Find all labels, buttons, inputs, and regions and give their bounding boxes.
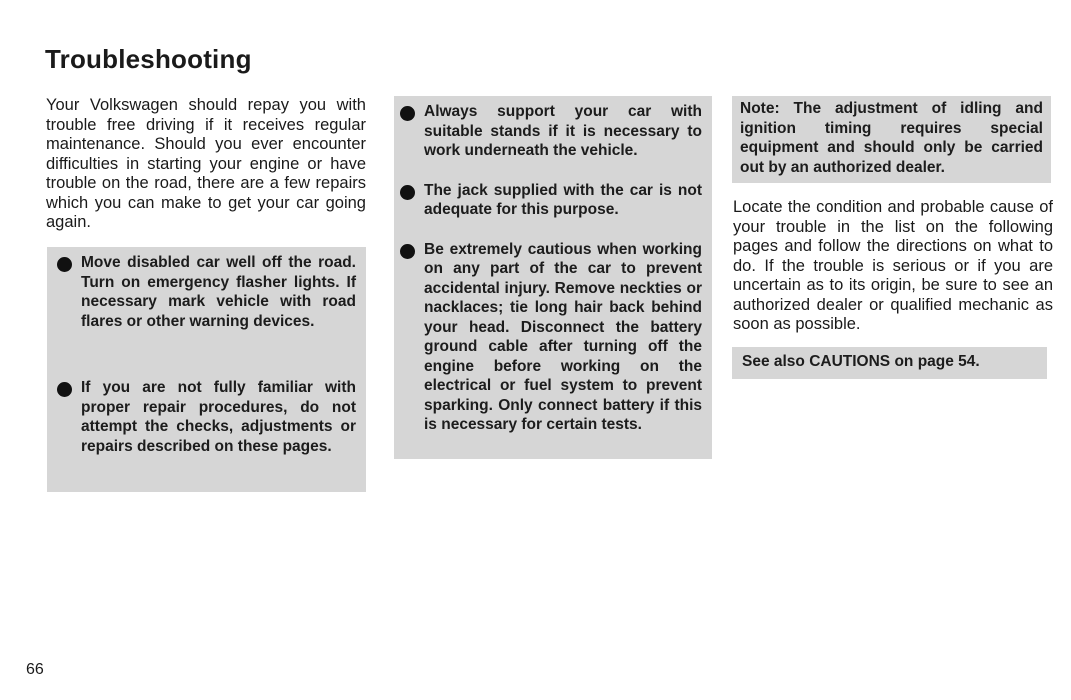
locate-paragraph: Locate the condition and probable cause of your trouble in the list on the following pages and follow the directions on what to do. If the trouble is serious or if you are uncertain as to its origin, be sure to see an authorized dealer or qualified mechanic as soon as possible. xyxy=(733,198,1053,333)
warning-item xyxy=(57,253,356,331)
warning-text: Always support your car with suitable stands if it is necessary to work underneath the vehicle. xyxy=(424,103,702,159)
bullet-icon xyxy=(57,257,72,272)
warning-item xyxy=(400,102,702,161)
note-box xyxy=(732,96,1051,183)
bullet-icon xyxy=(400,185,415,200)
bullet-icon xyxy=(400,106,415,121)
warning-box-1 xyxy=(47,247,366,492)
see-also-text: See also CAUTIONS on page 54. xyxy=(742,353,980,370)
warning-box-2 xyxy=(394,96,712,459)
see-also-box xyxy=(732,347,1047,379)
warning-item xyxy=(57,378,356,456)
bullet-icon xyxy=(400,244,415,259)
page-title: Troubleshooting xyxy=(45,44,252,74)
warning-text: If you are not fully familiar with proper repair procedures, do not attempt the checks, adjustments or repairs described on these pages. xyxy=(81,379,356,455)
bullet-icon xyxy=(57,382,72,397)
warning-text: Move disabled car well off the road. Turn on emergency flasher lights. If necessary mark vehicle with road flares or other warning devices. xyxy=(81,254,356,330)
page-number: 66 xyxy=(26,661,44,678)
warning-item xyxy=(400,240,702,435)
intro-paragraph: Your Volkswagen should repay you with trouble free driving if it receives regular maintenance. Should you ever encounter difficulties in starting your engine or have trouble on the road, there are a few repairs which you can make to get your car going again. xyxy=(46,96,366,231)
warning-text: The jack supplied with the car is not adequate for this purpose. xyxy=(424,181,702,218)
note-text: Note: The adjustment of idling and ignition timing requires special equipment and should only be carried out by an authorized dealer. xyxy=(740,100,1043,176)
warning-item xyxy=(400,181,702,220)
warning-text: Be extremely cautious when working on any part of the car to prevent accidental injury. Remove neckties or nacklaces; tie long hair back behind your head. Disconnect the battery ground cable after turning off the engine before working on the electrical or fuel system to prevent sparking. Only connect battery if this is necessary for certain tests. xyxy=(424,240,702,433)
